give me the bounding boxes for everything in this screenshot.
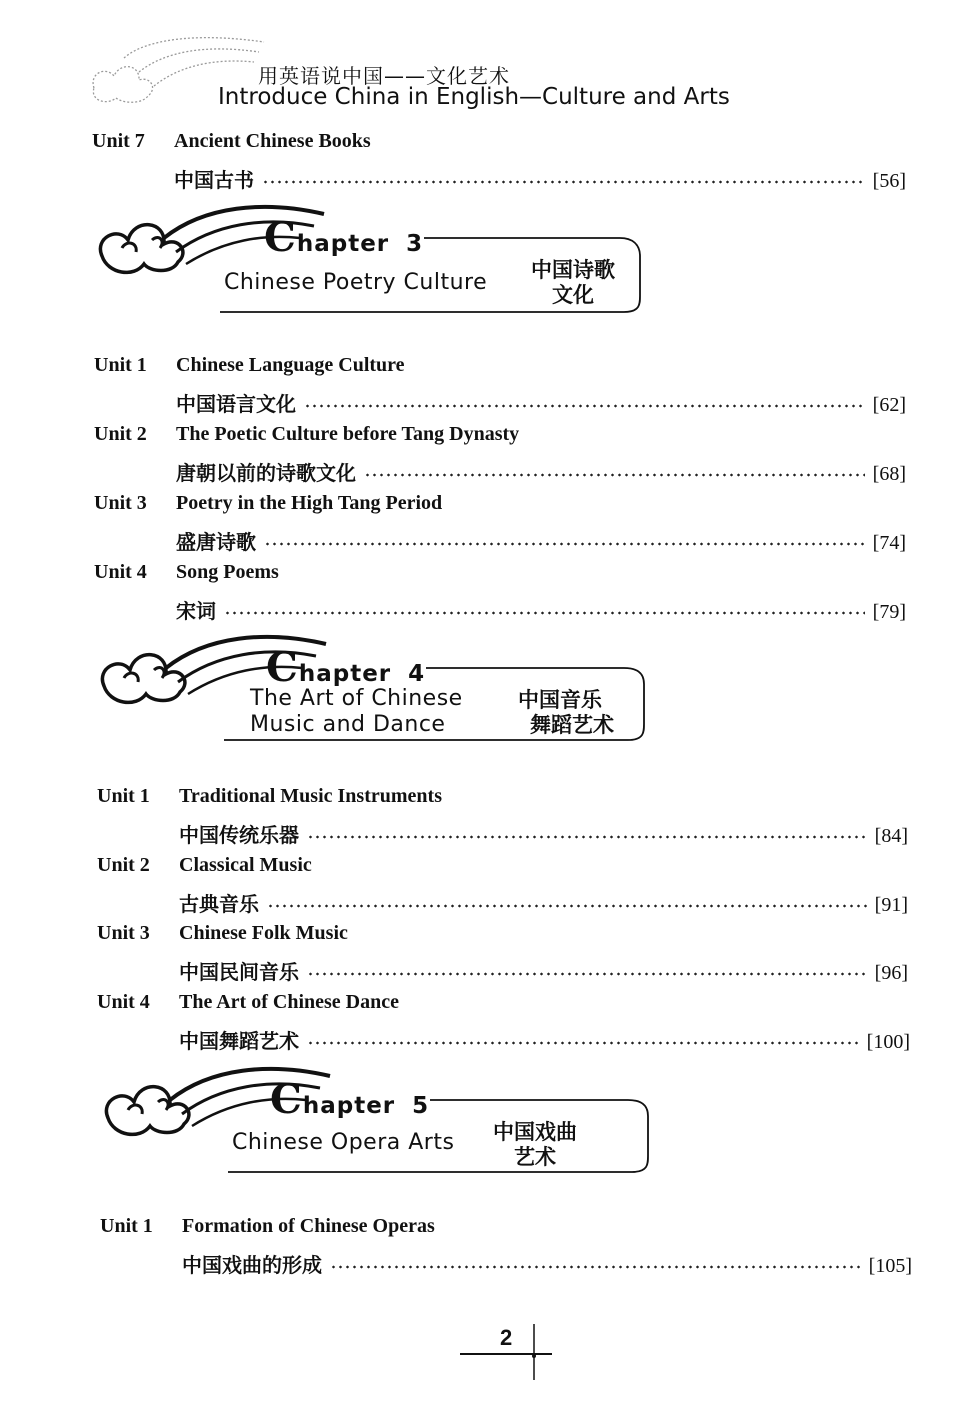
unit-title-cn: 中国民间音乐 bbox=[179, 960, 299, 984]
dot-leader bbox=[307, 972, 867, 976]
page-number: 2 bbox=[500, 1325, 513, 1350]
toc-entry[interactable] bbox=[179, 956, 908, 985]
chapter-title-cn: 中国诗歌 文化 bbox=[531, 258, 615, 307]
chapter-banner bbox=[96, 630, 656, 748]
dot-leader bbox=[330, 1265, 861, 1269]
page-reference: [62] bbox=[872, 394, 906, 416]
page-reference: [105] bbox=[868, 1255, 912, 1277]
unit-title: Classical Music bbox=[179, 854, 312, 876]
chapter-heading: Chapter 3 bbox=[264, 214, 424, 261]
unit-label: Unit 2 bbox=[97, 854, 150, 876]
toc-entry[interactable] bbox=[176, 388, 906, 417]
toc-entry[interactable] bbox=[179, 1025, 910, 1054]
toc-entry[interactable] bbox=[182, 1249, 912, 1278]
dot-leader bbox=[307, 835, 867, 839]
unit-title: Poetry in the High Tang Period bbox=[176, 492, 443, 514]
unit-title-cn: 宋词 bbox=[176, 599, 216, 623]
dot-leader bbox=[307, 1041, 859, 1045]
page-reference: [84] bbox=[874, 825, 908, 847]
unit-title-cn: 中国戏曲的形成 bbox=[182, 1253, 322, 1277]
page-reference: [91] bbox=[874, 894, 908, 916]
page-number-crosshair-icon bbox=[460, 1322, 560, 1382]
header-title-en: Introduce China in English—Culture and Arts bbox=[218, 84, 730, 110]
dot-leader bbox=[364, 473, 865, 477]
unit-label: Unit 4 bbox=[97, 991, 150, 1013]
dot-leader bbox=[224, 611, 865, 615]
unit-title-cn: 中国语言文化 bbox=[176, 392, 296, 416]
unit-label: Unit 1 bbox=[100, 1215, 153, 1237]
unit-title: Song Poems bbox=[176, 561, 279, 583]
chapter-number: 4 bbox=[408, 661, 426, 687]
page-reference: [96] bbox=[874, 962, 908, 984]
chapter-number: 5 bbox=[412, 1093, 430, 1119]
chapter-title-en: Chinese Opera Arts bbox=[232, 1130, 455, 1155]
dot-leader bbox=[267, 904, 867, 908]
unit-title: Formation of Chinese Operas bbox=[182, 1215, 435, 1237]
unit-label: Unit 7 bbox=[92, 130, 145, 152]
page-reference: [56] bbox=[872, 170, 906, 192]
toc-entry[interactable] bbox=[176, 526, 906, 555]
unit-title: Chinese Folk Music bbox=[179, 922, 348, 944]
toc-entry[interactable] bbox=[179, 819, 908, 848]
chapter-title-cn: 中国音乐 舞蹈艺术 bbox=[518, 688, 614, 737]
unit-label: Unit 3 bbox=[97, 922, 150, 944]
dot-leader bbox=[264, 542, 865, 546]
chapter-title-en: The Art of Chinese Music and Dance bbox=[250, 686, 463, 737]
unit-label: Unit 1 bbox=[94, 354, 147, 376]
chapter-banner bbox=[94, 200, 654, 318]
unit-title-cn: 中国古书 bbox=[174, 168, 254, 192]
toc-entry[interactable] bbox=[174, 164, 906, 193]
unit-title: The Poetic Culture before Tang Dynasty bbox=[176, 423, 520, 445]
toc-entry[interactable] bbox=[179, 888, 908, 917]
unit-label: Unit 2 bbox=[94, 423, 147, 445]
header-title-cn: 用英语说中国——文化艺术 bbox=[258, 64, 510, 88]
unit-title: Traditional Music Instruments bbox=[179, 785, 442, 807]
unit-title-cn: 唐朝以前的诗歌文化 bbox=[176, 461, 356, 485]
unit-title-cn: 古典音乐 bbox=[179, 892, 259, 916]
page-reference: [79] bbox=[872, 601, 906, 623]
chapter-heading: Chapter 5 bbox=[270, 1076, 430, 1123]
chapter-number: 3 bbox=[406, 231, 424, 257]
unit-title-cn: 盛唐诗歌 bbox=[176, 530, 256, 554]
page-reference: [68] bbox=[872, 463, 906, 485]
chapter-banner bbox=[100, 1062, 660, 1180]
page-reference: [100] bbox=[866, 1031, 910, 1053]
unit-title-cn: 中国传统乐器 bbox=[179, 823, 299, 847]
page-reference: [74] bbox=[872, 532, 906, 554]
unit-title: The Art of Chinese Dance bbox=[179, 991, 399, 1013]
chapter-heading: Chapter 4 bbox=[266, 644, 426, 691]
unit-label: Unit 1 bbox=[97, 785, 150, 807]
dot-leader bbox=[304, 404, 865, 408]
chapter-title-en: Chinese Poetry Culture bbox=[224, 270, 488, 295]
dot-leader bbox=[262, 180, 865, 184]
unit-label: Unit 3 bbox=[94, 492, 147, 514]
toc-entry[interactable] bbox=[176, 457, 906, 486]
unit-title-cn: 中国舞蹈艺术 bbox=[179, 1029, 299, 1053]
unit-title: Chinese Language Culture bbox=[176, 354, 405, 376]
unit-label: Unit 4 bbox=[94, 561, 147, 583]
unit-title: Ancient Chinese Books bbox=[174, 130, 371, 152]
chapter-title-cn: 中国戏曲 艺术 bbox=[493, 1120, 577, 1169]
toc-entry[interactable] bbox=[176, 595, 906, 624]
